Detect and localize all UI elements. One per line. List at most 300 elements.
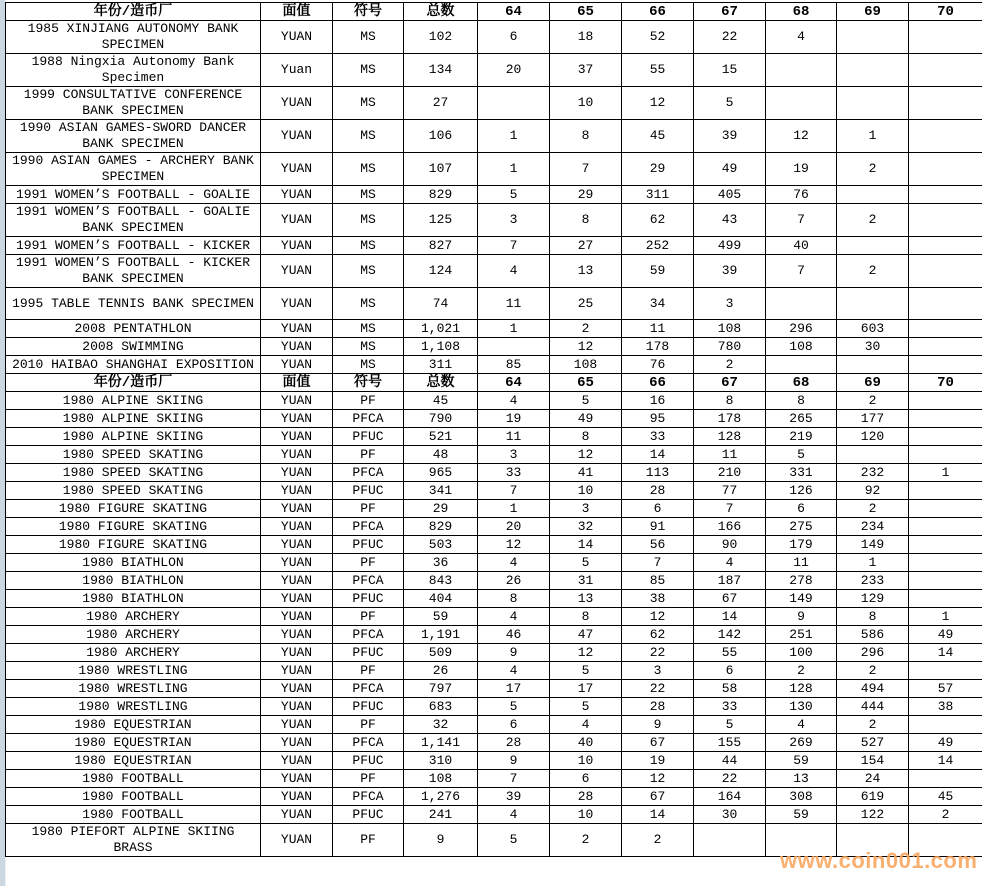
- grade-69: 2: [837, 500, 909, 518]
- grade-symbol: MS: [333, 237, 404, 255]
- grade-64: [478, 338, 550, 356]
- grade-66: 9: [622, 716, 694, 734]
- total-count: 311: [404, 356, 478, 374]
- grade-symbol: MS: [333, 54, 404, 87]
- denomination: YUAN: [261, 590, 333, 608]
- total-count: 9: [404, 824, 478, 857]
- grade-66: 2: [622, 824, 694, 857]
- coin-name: 1980 BIATHLON: [6, 554, 261, 572]
- table-row: [6, 572, 982, 590]
- grade-66: 76: [622, 356, 694, 374]
- grade-70: [909, 204, 982, 237]
- grade-64: 1: [478, 500, 550, 518]
- grade-70: [909, 237, 982, 255]
- column-header-grade-66: 66: [622, 374, 694, 392]
- total-count: 1,021: [404, 320, 478, 338]
- total-count: 797: [404, 680, 478, 698]
- column-header-grade-67: 67: [694, 374, 766, 392]
- grade-symbol: MS: [333, 87, 404, 120]
- grade-69: 619: [837, 788, 909, 806]
- grade-65: 10: [550, 482, 622, 500]
- grade-64: 4: [478, 392, 550, 410]
- grade-66: 252: [622, 237, 694, 255]
- denomination: YUAN: [261, 752, 333, 770]
- grade-symbol: MS: [333, 21, 404, 54]
- total-count: 790: [404, 410, 478, 428]
- grade-67: 22: [694, 770, 766, 788]
- grade-66: 12: [622, 770, 694, 788]
- grade-68: 4: [766, 21, 837, 54]
- grade-68: 108: [766, 338, 837, 356]
- column-header-grade-symbol: 符号: [333, 3, 404, 21]
- denomination: YUAN: [261, 255, 333, 288]
- denomination: YUAN: [261, 572, 333, 590]
- coin-name: 1980 SPEED SKATING: [6, 446, 261, 464]
- grade-symbol: PFCA: [333, 572, 404, 590]
- denomination: YUAN: [261, 87, 333, 120]
- table-row: [6, 428, 982, 446]
- grade-65: 32: [550, 518, 622, 536]
- grade-70: [909, 428, 982, 446]
- total-count: 124: [404, 255, 478, 288]
- grade-67: 33: [694, 698, 766, 716]
- grade-70: [909, 770, 982, 788]
- grade-70: 38: [909, 698, 982, 716]
- column-header-grade-65: 65: [550, 3, 622, 21]
- grade-64: 19: [478, 410, 550, 428]
- grade-69: [837, 186, 909, 204]
- grade-symbol: PFCA: [333, 788, 404, 806]
- total-count: 134: [404, 54, 478, 87]
- grade-69: 2: [837, 716, 909, 734]
- total-count: 509: [404, 644, 478, 662]
- grade-65: 31: [550, 572, 622, 590]
- grade-64: [478, 87, 550, 120]
- column-header-grade-66: 66: [622, 3, 694, 21]
- coin-name: 1980 PIEFORT ALPINE SKIING BRASS: [6, 824, 261, 857]
- grade-65: 4: [550, 716, 622, 734]
- grade-70: [909, 356, 982, 374]
- total-count: 310: [404, 752, 478, 770]
- grade-64: 9: [478, 644, 550, 662]
- table-row: [6, 626, 982, 644]
- table-row: [6, 87, 982, 120]
- coin-name: 1980 ALPINE SKIING: [6, 410, 261, 428]
- table-row: [6, 338, 982, 356]
- grade-66: 12: [622, 608, 694, 626]
- grade-70: 49: [909, 734, 982, 752]
- grade-68: 5: [766, 446, 837, 464]
- grade-64: 85: [478, 356, 550, 374]
- header-row: [6, 3, 982, 21]
- grade-69: [837, 237, 909, 255]
- grade-65: 6: [550, 770, 622, 788]
- grade-70: [909, 662, 982, 680]
- grade-68: 11: [766, 554, 837, 572]
- grade-67: 187: [694, 572, 766, 590]
- grade-65: 5: [550, 392, 622, 410]
- total-count: 32: [404, 716, 478, 734]
- denomination: Yuan: [261, 54, 333, 87]
- grade-64: 3: [478, 446, 550, 464]
- coin-name: 1995 TABLE TENNIS BANK SPECIMEN: [6, 288, 261, 320]
- coin-name: 1980 ARCHERY: [6, 626, 261, 644]
- table-row: [6, 500, 982, 518]
- grade-67: 11: [694, 446, 766, 464]
- denomination: YUAN: [261, 788, 333, 806]
- table-row: [6, 482, 982, 500]
- grade-symbol: MS: [333, 338, 404, 356]
- grade-67: 780: [694, 338, 766, 356]
- denomination: YUAN: [261, 446, 333, 464]
- column-header-coin-name: 年份/造币厂: [6, 3, 261, 21]
- grade-68: 59: [766, 752, 837, 770]
- column-header-denomination: 面值: [261, 374, 333, 392]
- denomination: YUAN: [261, 153, 333, 186]
- grade-65: 108: [550, 356, 622, 374]
- total-count: 26: [404, 662, 478, 680]
- grade-64: 4: [478, 255, 550, 288]
- grade-64: 1: [478, 320, 550, 338]
- total-count: 48: [404, 446, 478, 464]
- denomination: YUAN: [261, 626, 333, 644]
- grade-68: 308: [766, 788, 837, 806]
- table-row: [6, 752, 982, 770]
- grade-68: 130: [766, 698, 837, 716]
- grade-symbol: PF: [333, 554, 404, 572]
- grade-70: [909, 446, 982, 464]
- grade-68: 12: [766, 120, 837, 153]
- total-count: 843: [404, 572, 478, 590]
- grade-symbol: PF: [333, 716, 404, 734]
- denomination: YUAN: [261, 824, 333, 857]
- grade-69: 2: [837, 662, 909, 680]
- coin-name: 1980 WRESTLING: [6, 662, 261, 680]
- grade-70: [909, 518, 982, 536]
- grade-64: 4: [478, 806, 550, 824]
- grade-66: 7: [622, 554, 694, 572]
- grade-65: 37: [550, 54, 622, 87]
- grade-69: [837, 87, 909, 120]
- grade-69: 296: [837, 644, 909, 662]
- grade-69: 603: [837, 320, 909, 338]
- coin-name: 1980 FIGURE SKATING: [6, 536, 261, 554]
- coin-name: 1990 ASIAN GAMES-SWORD DANCER BANK SPECIMEN: [6, 120, 261, 153]
- grade-64: 4: [478, 608, 550, 626]
- total-count: 1,108: [404, 338, 478, 356]
- grade-64: 46: [478, 626, 550, 644]
- coin-name: 1991 WOMEN’S FOOTBALL - KICKER: [6, 237, 261, 255]
- grade-66: 67: [622, 788, 694, 806]
- coin-name: 1980 EQUESTRIAN: [6, 752, 261, 770]
- watermark: www.coin001.com: [780, 848, 978, 873]
- grade-symbol: PFCA: [333, 410, 404, 428]
- column-header-grade-67: 67: [694, 3, 766, 21]
- table-row: [6, 770, 982, 788]
- column-header-grade-70: 70: [909, 3, 982, 21]
- grade-69: [837, 356, 909, 374]
- grade-69: 1: [837, 120, 909, 153]
- grade-69: 527: [837, 734, 909, 752]
- grade-68: 149: [766, 590, 837, 608]
- grade-symbol: MS: [333, 320, 404, 338]
- coin-name: 1980 FOOTBALL: [6, 770, 261, 788]
- table-row: [6, 464, 982, 482]
- grade-70: [909, 288, 982, 320]
- grade-66: 3: [622, 662, 694, 680]
- column-header-grade-symbol: 符号: [333, 374, 404, 392]
- grade-69: 232: [837, 464, 909, 482]
- total-count: 27: [404, 87, 478, 120]
- denomination: YUAN: [261, 806, 333, 824]
- grade-65: 7: [550, 153, 622, 186]
- denomination: YUAN: [261, 734, 333, 752]
- grade-70: [909, 482, 982, 500]
- coin-name: 1980 ALPINE SKIING: [6, 428, 261, 446]
- coin-name: 1980 SPEED SKATING: [6, 464, 261, 482]
- grade-68: 265: [766, 410, 837, 428]
- grade-65: 40: [550, 734, 622, 752]
- grade-68: [766, 54, 837, 87]
- grade-66: 91: [622, 518, 694, 536]
- grade-64: 4: [478, 554, 550, 572]
- column-header-denomination: 面值: [261, 3, 333, 21]
- grade-68: 19: [766, 153, 837, 186]
- coin-name: 1980 FOOTBALL: [6, 806, 261, 824]
- grade-66: 38: [622, 590, 694, 608]
- grade-symbol: PFCA: [333, 518, 404, 536]
- grade-65: 27: [550, 237, 622, 255]
- total-count: 36: [404, 554, 478, 572]
- denomination: YUAN: [261, 608, 333, 626]
- grade-65: 3: [550, 500, 622, 518]
- grade-symbol: PFUC: [333, 698, 404, 716]
- denomination: YUAN: [261, 554, 333, 572]
- grade-70: [909, 590, 982, 608]
- grade-67: 49: [694, 153, 766, 186]
- coin-name: 1980 SPEED SKATING: [6, 482, 261, 500]
- total-count: 107: [404, 153, 478, 186]
- grade-68: 219: [766, 428, 837, 446]
- grade-symbol: PF: [333, 770, 404, 788]
- table-row: [6, 608, 982, 626]
- grade-70: [909, 186, 982, 204]
- grade-65: 29: [550, 186, 622, 204]
- column-header-grade-68: 68: [766, 3, 837, 21]
- grade-symbol: MS: [333, 288, 404, 320]
- coin-grading-census-table: [5, 2, 982, 857]
- column-header-grade-65: 65: [550, 374, 622, 392]
- grade-67: 166: [694, 518, 766, 536]
- table-row: [6, 153, 982, 186]
- grade-69: 2: [837, 255, 909, 288]
- denomination: YUAN: [261, 21, 333, 54]
- table-section-pf: [6, 374, 982, 857]
- grade-68: 7: [766, 204, 837, 237]
- denomination: YUAN: [261, 644, 333, 662]
- header-row: [6, 374, 982, 392]
- table-row: [6, 237, 982, 255]
- table-row: [6, 806, 982, 824]
- grade-symbol: PFCA: [333, 464, 404, 482]
- grade-68: [766, 87, 837, 120]
- table-row: [6, 734, 982, 752]
- denomination: YUAN: [261, 288, 333, 320]
- grade-67: 30: [694, 806, 766, 824]
- table-row: [6, 356, 982, 374]
- grade-68: 59: [766, 806, 837, 824]
- grade-68: [766, 288, 837, 320]
- grade-67: 155: [694, 734, 766, 752]
- grade-66: 85: [622, 572, 694, 590]
- grade-70: 14: [909, 644, 982, 662]
- grade-68: 331: [766, 464, 837, 482]
- grade-66: 6: [622, 500, 694, 518]
- table-row: [6, 320, 982, 338]
- grade-64: 6: [478, 21, 550, 54]
- grade-67: 5: [694, 87, 766, 120]
- grade-64: 9: [478, 752, 550, 770]
- column-header-grade-70: 70: [909, 374, 982, 392]
- denomination: YUAN: [261, 518, 333, 536]
- grade-69: 30: [837, 338, 909, 356]
- grade-66: 14: [622, 446, 694, 464]
- total-count: 683: [404, 698, 478, 716]
- grade-66: 29: [622, 153, 694, 186]
- grade-symbol: PFCA: [333, 734, 404, 752]
- total-count: 106: [404, 120, 478, 153]
- grade-symbol: PF: [333, 500, 404, 518]
- grade-64: 33: [478, 464, 550, 482]
- grade-67: 67: [694, 590, 766, 608]
- grade-69: 2: [837, 392, 909, 410]
- grade-67: 39: [694, 255, 766, 288]
- total-count: 1,191: [404, 626, 478, 644]
- total-count: 108: [404, 770, 478, 788]
- grade-69: 2: [837, 153, 909, 186]
- grade-66: 311: [622, 186, 694, 204]
- table-row: [6, 680, 982, 698]
- coin-name: 1991 WOMEN’S FOOTBALL - KICKER BANK SPECIMEN: [6, 255, 261, 288]
- grade-65: 8: [550, 428, 622, 446]
- denomination: YUAN: [261, 320, 333, 338]
- grade-65: 49: [550, 410, 622, 428]
- grade-69: 233: [837, 572, 909, 590]
- grade-64: 8: [478, 590, 550, 608]
- coin-name: 1988 Ningxia Autonomy Bank Specimen: [6, 54, 261, 87]
- grade-67: 3: [694, 288, 766, 320]
- grade-symbol: PFUC: [333, 536, 404, 554]
- grade-65: 13: [550, 590, 622, 608]
- grade-symbol: MS: [333, 255, 404, 288]
- grade-70: [909, 120, 982, 153]
- grade-68: 269: [766, 734, 837, 752]
- grade-65: 14: [550, 536, 622, 554]
- grade-69: 177: [837, 410, 909, 428]
- total-count: 29: [404, 500, 478, 518]
- grade-64: 3: [478, 204, 550, 237]
- table-row: [6, 54, 982, 87]
- grade-68: 275: [766, 518, 837, 536]
- table-section-ms: [6, 3, 982, 374]
- grade-67: 142: [694, 626, 766, 644]
- grade-69: 2: [837, 204, 909, 237]
- denomination: YUAN: [261, 120, 333, 153]
- table-row: [6, 410, 982, 428]
- coin-name: 1980 FOOTBALL: [6, 788, 261, 806]
- grade-69: [837, 21, 909, 54]
- grade-66: 19: [622, 752, 694, 770]
- grade-70: [909, 87, 982, 120]
- grade-69: [837, 54, 909, 87]
- grade-66: 22: [622, 680, 694, 698]
- grade-70: [909, 320, 982, 338]
- column-header-grade-64: 64: [478, 3, 550, 21]
- grade-65: 8: [550, 204, 622, 237]
- grade-65: 8: [550, 608, 622, 626]
- grade-69: 149: [837, 536, 909, 554]
- grade-symbol: PF: [333, 662, 404, 680]
- grade-66: 28: [622, 698, 694, 716]
- grade-64: 7: [478, 770, 550, 788]
- coin-name: 1980 EQUESTRIAN: [6, 734, 261, 752]
- grade-68: 40: [766, 237, 837, 255]
- column-header-grade-69: 69: [837, 374, 909, 392]
- grade-68: 9: [766, 608, 837, 626]
- grade-70: [909, 716, 982, 734]
- grade-symbol: MS: [333, 120, 404, 153]
- total-count: 829: [404, 518, 478, 536]
- total-count: 404: [404, 590, 478, 608]
- grade-67: 128: [694, 428, 766, 446]
- denomination: YUAN: [261, 356, 333, 374]
- column-header-grade-64: 64: [478, 374, 550, 392]
- grade-65: 5: [550, 662, 622, 680]
- table-row: [6, 204, 982, 237]
- grade-64: 7: [478, 482, 550, 500]
- total-count: 503: [404, 536, 478, 554]
- grade-66: 34: [622, 288, 694, 320]
- grade-65: 10: [550, 87, 622, 120]
- denomination: YUAN: [261, 662, 333, 680]
- grade-65: 18: [550, 21, 622, 54]
- grade-68: 179: [766, 536, 837, 554]
- grade-64: 5: [478, 698, 550, 716]
- grade-70: 57: [909, 680, 982, 698]
- grade-65: 17: [550, 680, 622, 698]
- denomination: YUAN: [261, 392, 333, 410]
- grade-symbol: PF: [333, 446, 404, 464]
- grade-64: 5: [478, 824, 550, 857]
- denomination: YUAN: [261, 464, 333, 482]
- coin-name: 1980 FIGURE SKATING: [6, 518, 261, 536]
- grade-68: 76: [766, 186, 837, 204]
- grade-68: 8: [766, 392, 837, 410]
- coin-name: 1990 ASIAN GAMES - ARCHERY BANK SPECIMEN: [6, 153, 261, 186]
- grade-67: 8: [694, 392, 766, 410]
- grade-symbol: MS: [333, 356, 404, 374]
- grade-70: [909, 153, 982, 186]
- grade-65: 2: [550, 320, 622, 338]
- grade-68: 278: [766, 572, 837, 590]
- grade-67: 2: [694, 356, 766, 374]
- denomination: YUAN: [261, 500, 333, 518]
- grade-67: 22: [694, 21, 766, 54]
- total-count: 241: [404, 806, 478, 824]
- coin-name: 1985 XINJIANG AUTONOMY BANK SPECIMEN: [6, 21, 261, 54]
- grade-symbol: MS: [333, 153, 404, 186]
- table-row: [6, 662, 982, 680]
